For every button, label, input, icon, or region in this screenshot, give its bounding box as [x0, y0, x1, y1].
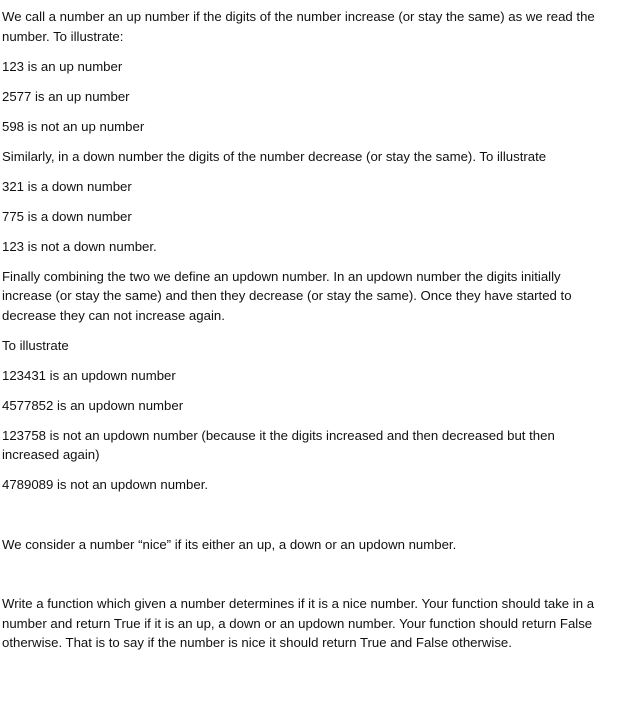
down-counterexample: 123 is not a down number. — [2, 238, 157, 254]
down-example-1: 321 is a down number — [2, 178, 132, 194]
updown-illustrate-label: To illustrate — [2, 337, 69, 353]
updown-counterexample-2: 4789089 is not an updown number. — [2, 477, 209, 492]
intro-up-number-paragraph: We call a number an up number if the digits of the number increase (or stay the same) as we read the number. To illustrate: — [2, 9, 595, 44]
up-example-1: 123 is an up number — [2, 58, 123, 74]
updown-example-1: 123431 is an updown number — [2, 367, 176, 383]
updown-example-2: 4577852 is an updown number — [2, 397, 184, 413]
up-counterexample: 598 is not an up number — [2, 118, 145, 134]
up-example-2: 2577 is an up number — [2, 88, 130, 104]
task-instructions: Write a function which given a number determines if it is a nice number. Your function should take in a number and return True if it is an up, a down or an updown number. Your function should return False otherwise. That is to say if the number is nice it should return True and False otherwise. — [2, 596, 595, 650]
intro-updown-number-paragraph: Finally combining the two we define an updown number. In an updown number the digits initially increase (or stay the same) and then they decrease (or stay the same). Once they have started to decrease they can not increase again. — [2, 268, 572, 323]
down-example-2: 775 is a down number — [2, 208, 132, 224]
document-body — [2, 7, 612, 653]
intro-down-number-paragraph: Similarly, in a down number the digits of the number decrease (or stay the same). To illustrate — [2, 148, 547, 164]
updown-counterexample-1: 123758 is not an updown number (because it the digits increased and then decreased but then increased again) — [2, 427, 555, 462]
nice-number-definition: We consider a number “nice” if its either an up, a down or an updown number. — [2, 536, 457, 552]
